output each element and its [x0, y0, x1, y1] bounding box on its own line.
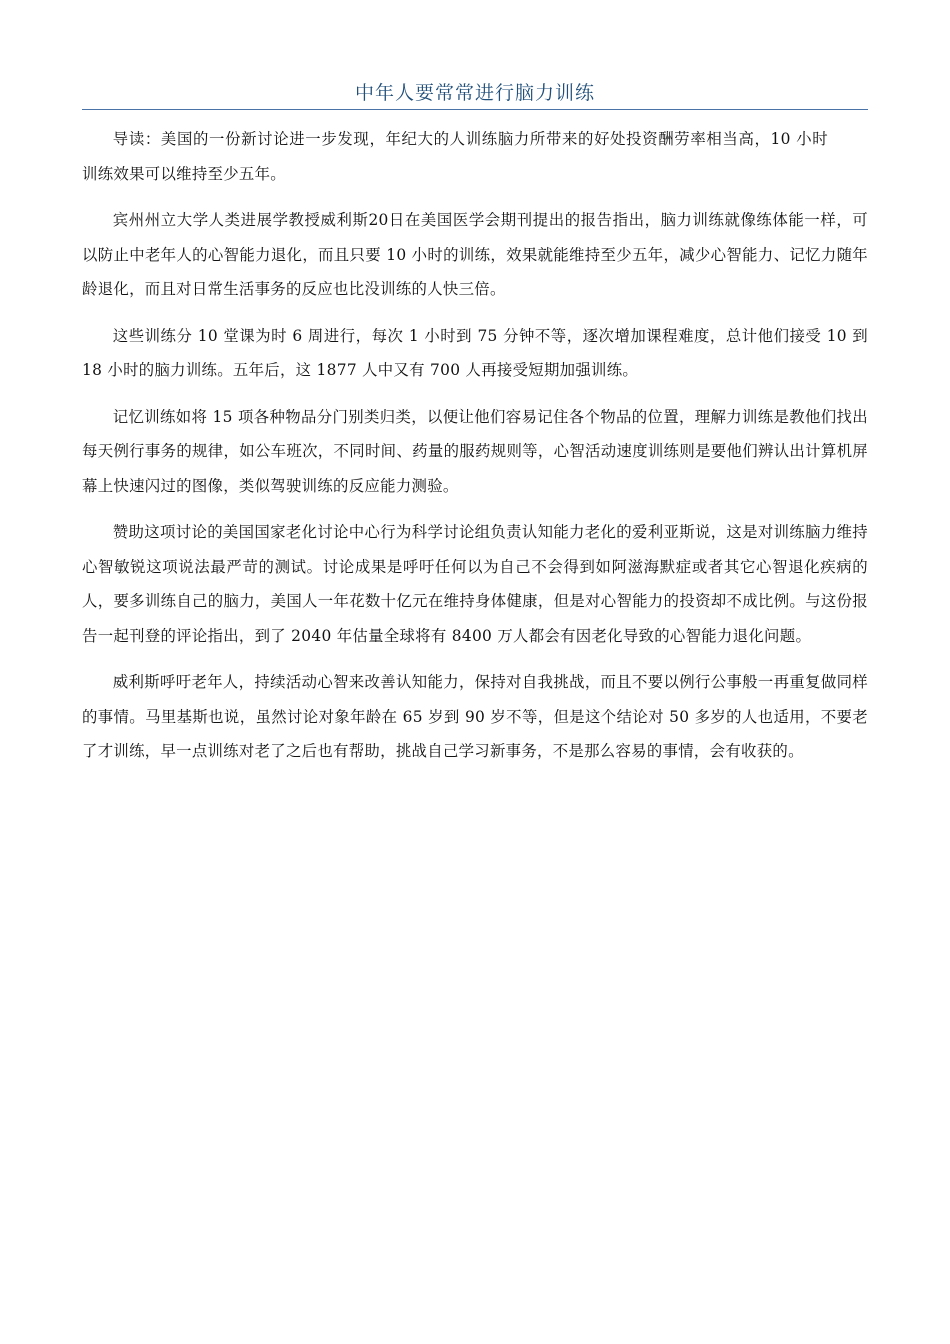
document-title: 中年人要常常进行脑力训练: [82, 78, 868, 110]
document-page: [82, 78, 868, 781]
body-paragraph: 宾州州立大学人类进展学教授威利斯20日在美国医学会期刊提出的报告指出，脑力训练就像练体能一样，可以防止中老年人的心智能力退化，而且只要 10 小时的训练，效果就能维持至少五年，减少心智能力、记忆力随年龄退化，而且对日常生活事务的反应也比没训练的人快三倍。: [82, 211, 868, 298]
body-paragraph: 赞助这项讨论的美国国家老化讨论中心行为科学讨论组负责认知能力老化的爱利亚斯说，这是对训练脑力维持心智敏锐这项说法最严苛的测试。讨论成果是呼吁任何以为自己不会得到如阿滋海默症或者其它心智退化疾病的人，要多训练自己的脑力，美国人一年花数十亿元在维持身体健康，但是对心智能力的投资却不成比例。与这份报告一起刊登的评论指出，到了 2040 年估量全球将有 8400 万人都会有因老化导致的心智能力退化问题。: [82, 523, 868, 645]
body-paragraph: 记忆训练如将 15 项各种物品分门别类归类，以便让他们容易记住各个物品的位置，理解力训练是教他们找出每天例行事务的规律，如公车班次，不同时间、药量的服药规则等，心智活动速度训练则是要他们辨认出计算机屏幕上快速闪过的图像，类似驾驶训练的反应能力测验。: [82, 407, 868, 495]
document-body: [82, 122, 868, 769]
body-paragraph: 这些训练分 10 堂课为时 6 周进行，每次 1 小时到 75 分钟不等，逐次增加课程难度，总计他们接受 10 到 18 小时的脑力训练。五年后，这 1877 人中又有 700 人再接受短期加强训练。: [82, 326, 868, 379]
intro-paragraph: 导读：美国的一份新讨论进一步发现，年纪大的人训练脑力所带来的好处投资酬劳率相当高，10 小时训练效果可以维持至少五年。: [82, 130, 828, 183]
body-paragraph: 威利斯呼吁老年人，持续活动心智来改善认知能力，保持对自我挑战，而且不要以例行公事般一再重复做同样的事情。马里基斯也说，虽然讨论对象年龄在 65 岁到 90 岁不等，但是这个结论对 50 多岁的人也适用，不要老了才训练，早一点训练对老了之后也有帮助，挑战自己学习新事务，不是那么容易的事情，会有收获的。: [82, 673, 868, 760]
